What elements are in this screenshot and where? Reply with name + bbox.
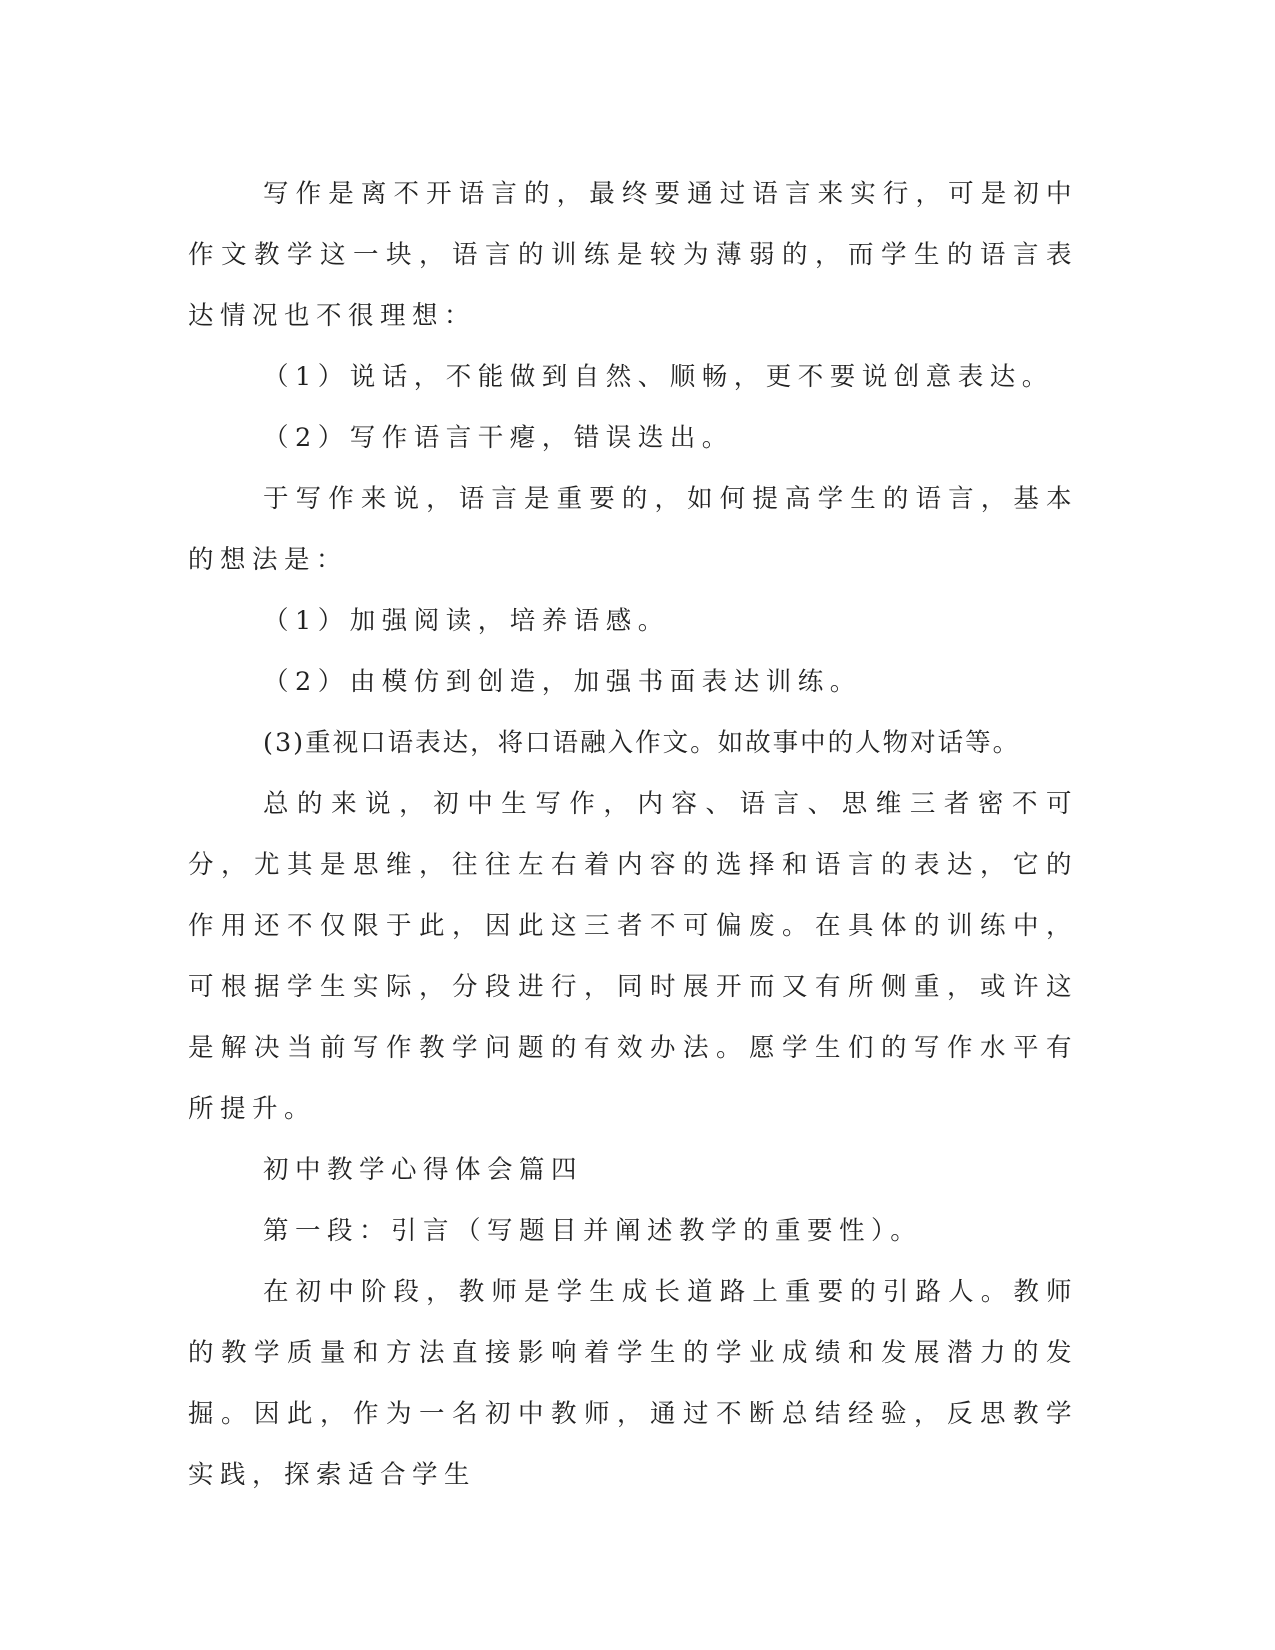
paragraph-intro: 写作是离不开语言的，最终要通过语言来实行，可是初中作文教学这一块，语言的训练是较为薄弱的，而学生的语言表达情况也不很理想：: [188, 179, 1078, 331]
paragraph-part-one-body: 在初中阶段，教师是学生成长道路上重要的引路人。教师的教学质量和方法直接影响着学生的学业成绩和发展潜力的发掘。因此，作为一名初中教师，通过不断总结经验，反思教学实践，探索适合学生: [188, 1277, 1078, 1490]
paragraph-idea-2: （2）由模仿到创造，加强书面表达训练。: [263, 667, 862, 697]
document-page: [188, 164, 1078, 1506]
section-heading: 初中教学心得体会篇四: [263, 1155, 584, 1185]
paragraph-summary: 总的来说，初中生写作，内容、语言、思维三者密不可分，尤其是思维，往往左右着内容的选择和语言的表达，它的作用还不仅限于此，因此这三者不可偏废。在具体的训练中，可根据学生实际，分段进行，同时展开而又有所侧重，或许这是解决当前写作教学问题的有效办法。愿学生们的写作水平有所提升。: [188, 789, 1078, 1124]
paragraph-idea-3: (3)重视口语表达，将口语融入作文。如故事中的人物对话等。: [263, 728, 1021, 758]
paragraph-problem-2: （2）写作语言干瘪，错误迭出。: [263, 423, 734, 453]
paragraph-ideas-intro: 于写作来说，语言是重要的，如何提高学生的语言，基本的想法是：: [188, 484, 1078, 575]
paragraph-part-one-title: 第一段：引言（写题目并阐述教学的重要性）。: [263, 1216, 923, 1246]
paragraph-problem-1: （1）说话，不能做到自然、顺畅，更不要说创意表达。: [263, 362, 1054, 392]
paragraph-idea-1: （1）加强阅读，培养语感。: [263, 606, 670, 636]
